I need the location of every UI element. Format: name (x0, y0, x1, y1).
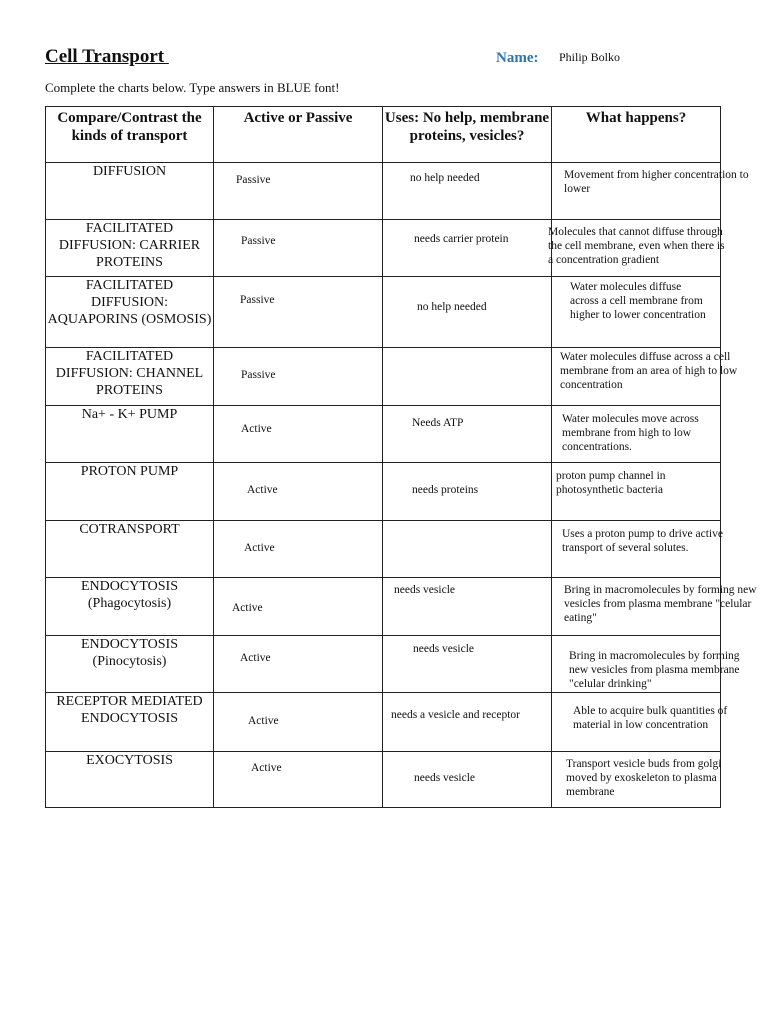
type-answer: Active (232, 602, 263, 614)
type-answer: Passive (236, 174, 271, 186)
uses-cell (383, 220, 552, 277)
name-value: Philip Bolko (559, 50, 621, 64)
uses-answer: needs carrier protein (414, 233, 509, 245)
table-row (46, 578, 721, 636)
type-cell (214, 636, 383, 693)
happens-answer: Water molecules diffuse across a cell membrane from higher to lower concentration (570, 281, 706, 321)
name-label: Name: (496, 50, 539, 66)
kind-cell: EXOCYTOSIS (46, 752, 214, 808)
column-header-uses: Uses: No help, membrane proteins, vesicles? (383, 107, 552, 163)
table-row (46, 163, 721, 220)
type-answer: Active (251, 762, 282, 774)
instructions-text: Complete the charts below. Type answers in BLUE font! (45, 80, 340, 95)
uses-answer: needs vesicle (414, 772, 475, 784)
uses-cell (383, 163, 552, 220)
happens-answer: Molecules that cannot diffuse through the cell membrane, even when there is a concentration gradient (548, 226, 725, 266)
happens-cell (552, 463, 721, 521)
uses-answer: needs a vesicle and receptor (391, 709, 520, 721)
table-row (46, 636, 721, 693)
happens-answer: Transport vesicle buds from golgi moved by exoskeleton to plasma membrane (566, 758, 722, 798)
kind-cell: ENDOCYTOSIS (Phagocytosis) (46, 578, 214, 636)
table-row (46, 521, 721, 578)
type-cell (214, 578, 383, 636)
uses-answer: Needs ATP (412, 417, 464, 429)
document-title: Cell Transport (45, 46, 169, 67)
cell-transport-table (45, 106, 757, 808)
uses-cell (383, 636, 552, 693)
happens-cell (552, 693, 728, 752)
kind-cell: RECEPTOR MEDIATED ENDOCYTOSIS (46, 693, 214, 752)
happens-cell (552, 521, 721, 578)
type-answer: Passive (241, 369, 276, 381)
happens-cell (552, 163, 749, 220)
type-answer: Active (240, 652, 271, 664)
uses-cell (383, 463, 552, 521)
column-header-active-passive: Active or Passive (214, 107, 383, 163)
happens-answer: Uses a proton pump to drive active transport of several solutes. (562, 528, 723, 554)
type-answer: Active (248, 715, 279, 727)
header-row (46, 107, 721, 163)
type-cell (214, 220, 383, 277)
kind-cell: DIFFUSION (46, 163, 214, 220)
kind-cell: FACILITATED DIFFUSION: CHANNEL PROTEINS (46, 348, 214, 406)
uses-answer: no help needed (417, 301, 487, 313)
uses-cell (383, 578, 552, 636)
table-row (46, 752, 721, 808)
table-row (46, 277, 721, 348)
happens-answer: Able to acquire bulk quantities of material in low concentration (573, 705, 728, 731)
kind-cell: ENDOCYTOSIS (Pinocytosis) (46, 636, 214, 693)
uses-cell (383, 406, 552, 463)
uses-answer: needs proteins (412, 484, 479, 496)
happens-answer: proton pump channel in photosynthetic bacteria (556, 470, 666, 496)
table-row (46, 463, 721, 521)
kind-cell: FACILITATED DIFFUSION: AQUAPORINS (OSMOSIS) (46, 277, 214, 348)
type-cell (214, 163, 383, 220)
happens-cell (548, 220, 725, 277)
uses-cell (383, 752, 552, 808)
uses-cell (383, 348, 552, 406)
kind-cell: Na+ - K+ PUMP (46, 406, 214, 463)
type-answer: Passive (241, 235, 276, 247)
type-answer: Passive (240, 294, 275, 306)
happens-cell (552, 348, 738, 406)
type-cell (214, 521, 383, 578)
happens-cell (552, 752, 721, 808)
kind-cell: PROTON PUMP (46, 463, 214, 521)
type-cell (214, 348, 383, 406)
happens-cell (552, 578, 757, 636)
uses-cell (383, 277, 552, 348)
happens-answer: Bring in macromolecules by forming new vesicles from plasma membrane "celular eating" (564, 584, 757, 624)
table-row (46, 348, 721, 406)
type-answer: Active (247, 484, 278, 496)
kind-cell: COTRANSPORT (46, 521, 214, 578)
type-cell (214, 752, 383, 808)
uses-cell (383, 693, 552, 752)
table-row (46, 220, 721, 277)
table-row (46, 693, 721, 752)
uses-cell (383, 521, 552, 578)
uses-answer: needs vesicle (394, 584, 455, 596)
kind-cell: FACILITATED DIFFUSION: CARRIER PROTEINS (46, 220, 214, 277)
happens-cell (552, 277, 721, 348)
type-cell (214, 463, 383, 521)
happens-answer: Bring in macromolecules by forming new vesicles from plasma membrane "celular drinking" (569, 650, 740, 690)
type-cell (214, 277, 383, 348)
happens-cell (552, 636, 740, 693)
type-answer: Active (241, 423, 272, 435)
uses-answer: no help needed (410, 172, 480, 184)
happens-answer: Movement from higher concentration to lower (564, 169, 749, 195)
type-cell (214, 406, 383, 463)
happens-answer: Water molecules move across membrane from high to low concentrations. (562, 413, 699, 453)
uses-answer: needs vesicle (413, 643, 474, 655)
happens-answer: Water molecules diffuse across a cell membrane from an area of high to low concentration (560, 351, 738, 391)
happens-cell (552, 406, 721, 463)
table-row (46, 406, 721, 463)
column-header-kind: Compare/Contrast the kinds of transport (46, 107, 214, 163)
column-header-what-happens: What happens? (552, 107, 721, 163)
type-cell (214, 693, 383, 752)
type-answer: Active (244, 542, 275, 554)
